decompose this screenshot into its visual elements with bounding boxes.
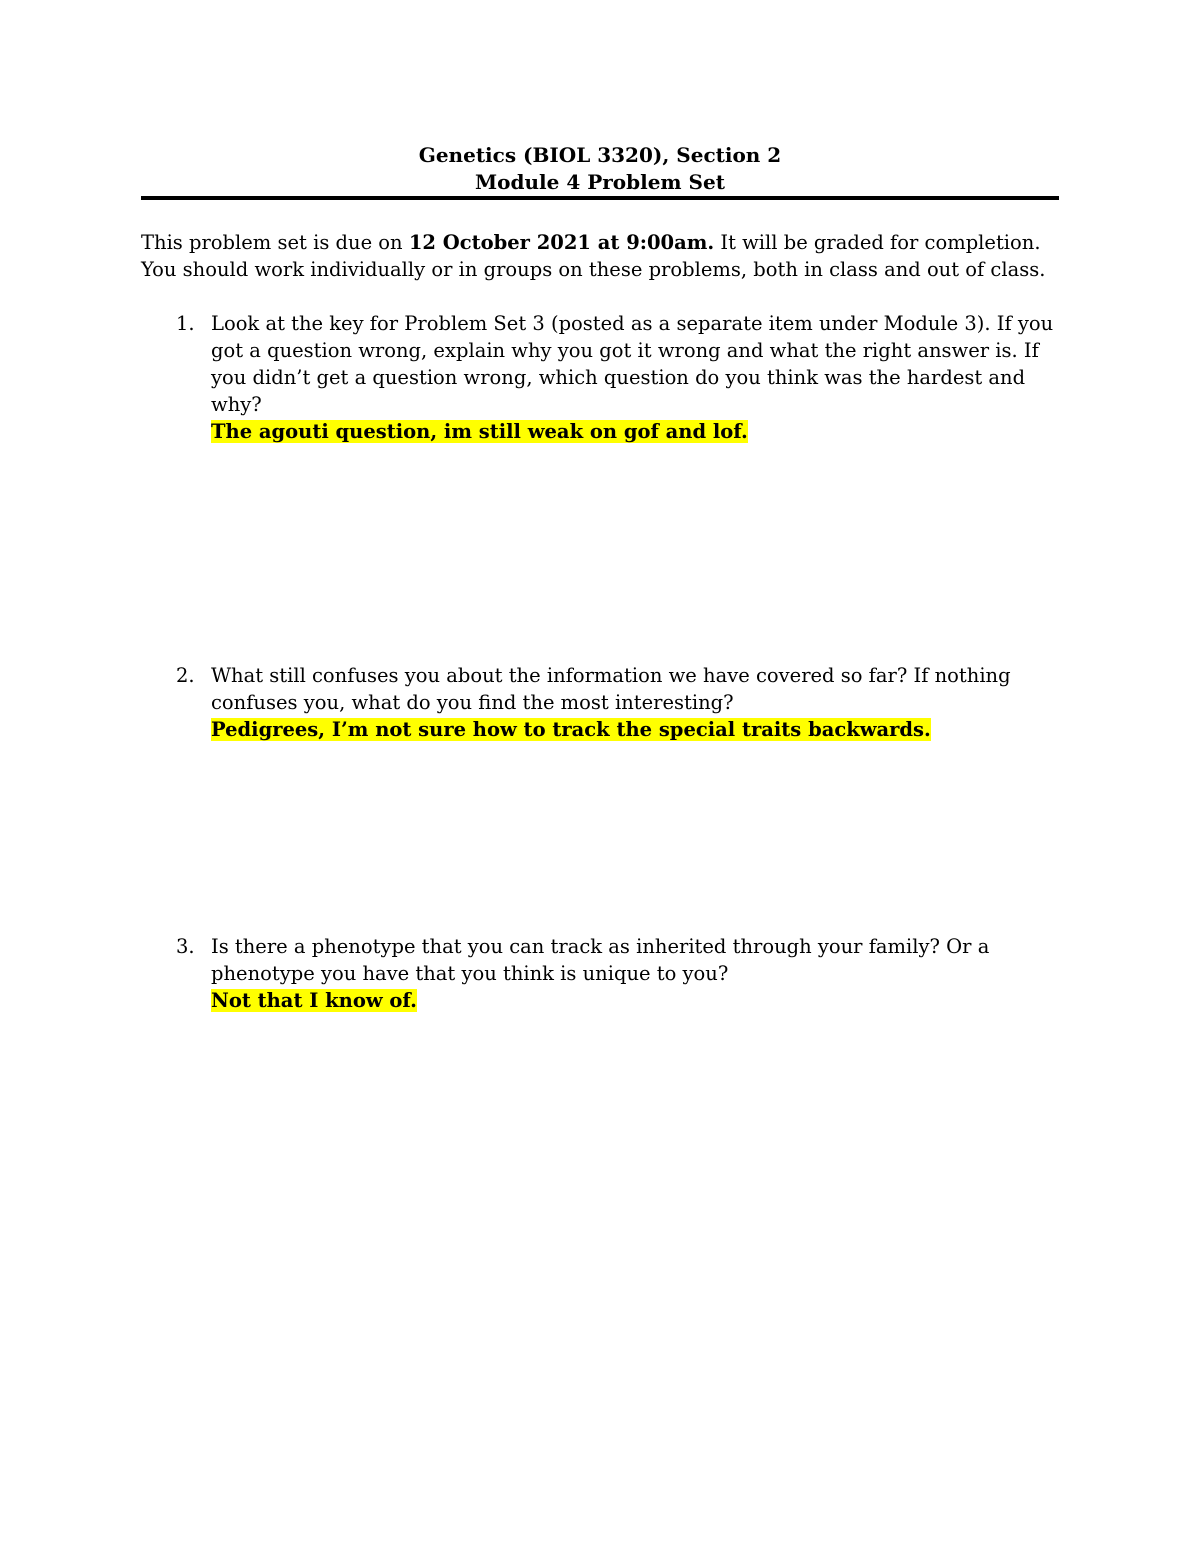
header-divider xyxy=(141,196,1059,200)
intro-text-end: It will be graded for completion. You should work individually or in groups on these problems, both in class and out of class. xyxy=(141,231,1046,281)
question-2 xyxy=(141,662,1059,743)
question-number: 1. xyxy=(176,312,195,335)
intro-text-start: This problem set is due on xyxy=(141,231,409,254)
problem-set-title: Module 4 Problem Set xyxy=(475,170,725,194)
answer-highlight: Pedigrees, I’m not sure how to track the special traits backwards. xyxy=(211,718,931,741)
question-3 xyxy=(141,933,1059,1014)
intro-paragraph xyxy=(141,229,1059,283)
question-text: Look at the key for Problem Set 3 (posted as a separate item under Module 3). If you got a question wrong, explain why you got it wrong and what the right answer is. If you didn’t get a question wrong, which question do you think was the hardest and why? xyxy=(211,312,1054,416)
answer-highlight: The agouti question, im still weak on gof and lof. xyxy=(211,420,748,443)
document-header xyxy=(141,142,1059,196)
due-date: 12 October 2021 at 9:00am. xyxy=(408,231,715,254)
question-number: 2. xyxy=(176,664,195,687)
question-text: What still confuses you about the information we have covered so far? If nothing confuses you, what do you find the most interesting? xyxy=(211,664,1011,714)
course-title: Genetics (BIOL 3320), Section 2 xyxy=(418,143,782,167)
question-number: 3. xyxy=(176,935,195,958)
answer-highlight: Not that I know of. xyxy=(211,989,417,1012)
question-1 xyxy=(141,310,1059,445)
question-text: Is there a phenotype that you can track as inherited through your family? Or a phenotype you have that you think is unique to you? xyxy=(211,935,990,985)
